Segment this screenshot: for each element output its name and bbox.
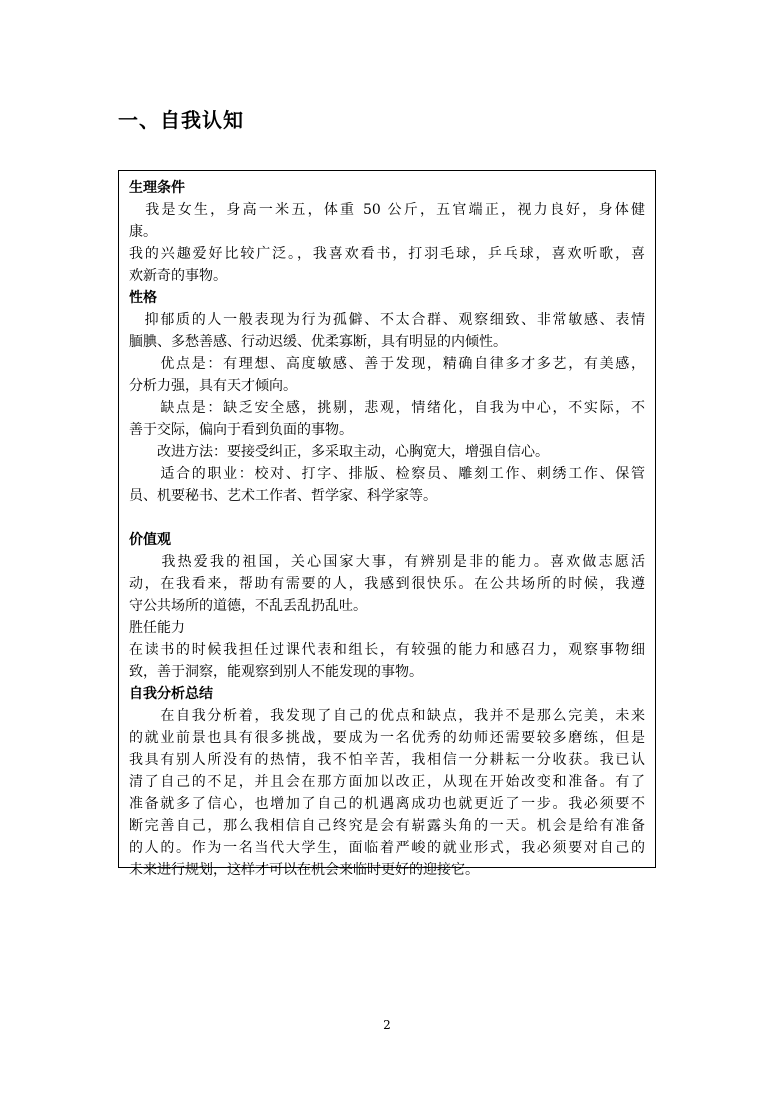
page-title: 一、自我认知 (118, 108, 244, 132)
paragraph-line: 改进方法：要接受纠正，多采取主动，心胸宽大，增强自信心。 (129, 444, 549, 460)
section-heading-personality: 性格 (129, 290, 157, 306)
paragraph-line: 欢新奇的事物。 (129, 268, 227, 284)
section-heading-values: 价值观 (129, 532, 171, 548)
paragraph-line: 的就业前景也具有很多挑战，要成为一名优秀的幼师还需要较多磨练，但是 (129, 730, 645, 746)
spacer (129, 507, 645, 529)
paragraph-line: 断完善自己，那么我相信自己终究是会有崭露头角的一天。机会是给有准备 (129, 818, 645, 834)
section-heading-physical: 生理条件 (129, 180, 185, 196)
paragraph-line: 我的兴趣爱好比较广泛。，我喜欢看书，打羽毛球，乒乓球，喜欢听歌，喜 (129, 246, 645, 262)
paragraph-line: 善于交际，偏向于看到负面的事物。 (129, 422, 353, 438)
paragraph-line: 缺点是：缺乏安全感，挑剔，悲观，情绪化，自我为中心，不实际，不 (129, 400, 645, 416)
paragraph-line: 适合的职业：校对、打字、排版、检察员、雕刻工作、刺绣工作、保管 (129, 466, 645, 482)
paragraph-line: 清了自己的不足，并且会在那方面加以改正，从现在开始改变和准备。有了 (129, 774, 645, 790)
paragraph-line: 我是女生，身高一米五，体重 50 公斤，五官端正，视力良好，身体健 (129, 202, 645, 218)
section-heading-competence: 胜任能力 (129, 620, 185, 636)
paragraph-line: 分析力强，具有天才倾向。 (129, 378, 297, 394)
paragraph-line: 我热爱我的祖国，关心国家大事，有辨别是非的能力。喜欢做志愿活 (129, 554, 645, 570)
paragraph-line: 康。 (129, 224, 157, 240)
paragraph-line: 抑郁质的人一般表现为行为孤僻、不太合群、观察细致、非常敏感、表情 (129, 312, 645, 328)
paragraph-line: 准备就多了信心，也增加了自己的机遇离成功也就更近了一步。我必须要不 (129, 796, 645, 812)
paragraph-line: 致，善于洞察，能观察到别人不能发现的事物。 (129, 664, 423, 680)
self-analysis-table (118, 170, 656, 878)
paragraph-line: 在自我分析着，我发现了自己的优点和缺点，我并不是那么完美，未来 (129, 708, 645, 724)
paragraph-line: 动，在我看来，帮助有需要的人，我感到很快乐。在公共场所的时候，我遵 (129, 576, 645, 592)
paragraph-line: 在读书的时候我担任过课代表和组长，有较强的能力和感召力，观察事物细 (129, 642, 645, 658)
paragraph-line: 腼腆、多愁善感、行动迟缓、优柔寡断，具有明显的内倾性。 (129, 334, 507, 350)
paragraph-line: 未来进行规划，这样才可以在机会来临时更好的迎接它。 (129, 862, 479, 878)
page-number: 2 (383, 1018, 391, 1032)
paragraph-line: 优点是：有理想、高度敏感、善于发现，精确自律多才多艺，有美感， (129, 356, 645, 372)
paragraph-line: 的人的。作为一名当代大学生，面临着严峻的就业形式，我必须要对自己的 (129, 840, 645, 856)
paragraph-line: 员、机要秘书、艺术工作者、哲学家、科学家等。 (129, 488, 437, 504)
paragraph-line: 我具有别人所没有的热情，我不怕辛苦，我相信一分耕耘一分收获。我已认 (129, 752, 645, 768)
section-heading-summary: 自我分析总结 (129, 686, 213, 702)
paragraph-line: 守公共场所的道德，不乱丢乱扔乱吐。 (129, 598, 367, 614)
